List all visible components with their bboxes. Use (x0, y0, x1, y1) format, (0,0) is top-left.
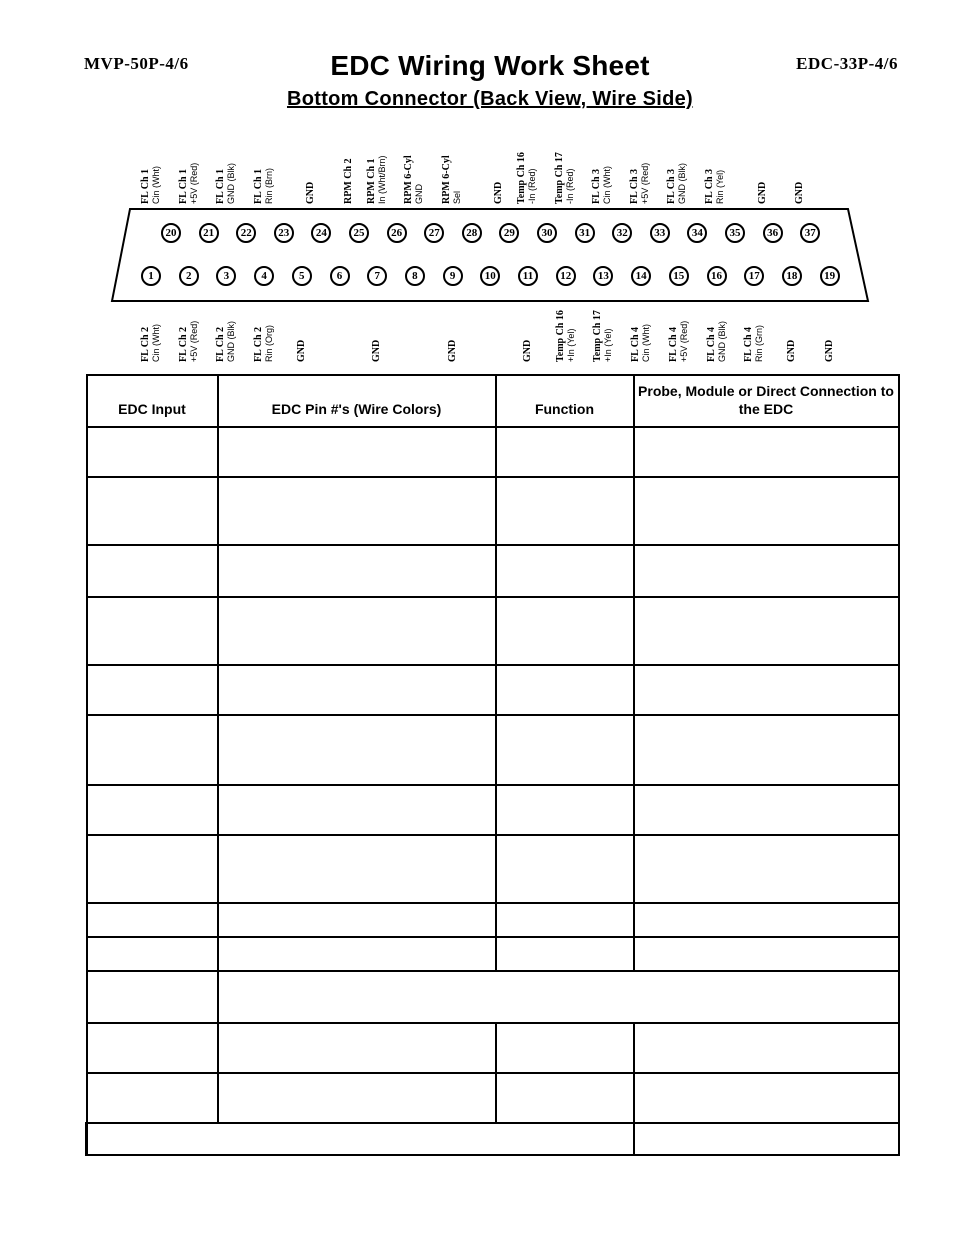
pin-label-name: GND (446, 339, 458, 362)
pin-label-3 (216, 321, 236, 362)
pin-16: 16 (707, 266, 727, 286)
pin-label-name: FL Ch 3 (628, 168, 640, 204)
table-row (87, 427, 899, 477)
pin-label-name: FL Ch 3 (591, 168, 603, 204)
pin-label-detail: GND (Blk) (677, 163, 688, 204)
pin-15: 15 (669, 266, 689, 286)
table-cell[interactable] (634, 427, 899, 477)
pin-18: 18 (782, 266, 802, 286)
right-model-code: EDC-33P-4/6 (796, 54, 898, 73)
pin-label-name: FL Ch 4 (705, 326, 717, 362)
pin-label-name: GND (305, 181, 317, 204)
pin-label-27 (404, 155, 424, 204)
pin-10: 10 (480, 266, 500, 286)
table-row (87, 785, 899, 835)
pin-label-7 (372, 340, 382, 362)
pin-label-37 (795, 182, 805, 204)
pin-label-detail: +5V (Red) (639, 162, 650, 204)
table-cell[interactable] (634, 785, 899, 835)
table-cell[interactable] (634, 665, 899, 715)
pin-27: 27 (424, 223, 444, 243)
table-row (87, 1023, 899, 1073)
table-cell-merged[interactable] (218, 971, 899, 1023)
pin-label-detail: -In (Red) (527, 168, 537, 204)
pin-label-14 (631, 324, 651, 362)
pin-label-5 (297, 340, 307, 362)
pin-label-detail: GND (Blk) (226, 321, 237, 362)
wiring-worksheet-table (85, 374, 900, 1156)
table-cell[interactable] (218, 785, 496, 835)
pin-4: 4 (254, 266, 274, 286)
pin-label-name: FL Ch 4 (743, 326, 755, 362)
pin-34: 34 (687, 223, 707, 243)
pin-label-30 (517, 152, 537, 204)
pin-label-detail: GND (Blk) (226, 163, 237, 204)
table-header-row (87, 375, 899, 427)
pin-8: 8 (405, 266, 425, 286)
pin-25: 25 (349, 223, 369, 243)
table-row (87, 971, 899, 1023)
pin-2: 2 (179, 266, 199, 286)
page-title: EDC Wiring Work Sheet (330, 50, 650, 81)
table-row (87, 545, 899, 597)
pin-26: 26 (387, 223, 407, 243)
table-cell[interactable] (496, 427, 634, 477)
pin-label-detail: Rin (Org) (264, 324, 275, 362)
pin-label-13 (593, 310, 613, 362)
table-cell[interactable] (634, 937, 899, 971)
table-cell[interactable] (496, 937, 634, 971)
pin-19: 19 (820, 266, 840, 286)
pin-label-detail: Cin (Wht) (151, 324, 161, 362)
pin-label-name: GND (756, 181, 768, 204)
table-cell[interactable] (634, 545, 899, 597)
pin-label-name: FL Ch 2 (215, 326, 227, 362)
pin-9: 9 (443, 266, 463, 286)
table-cell[interactable] (496, 597, 634, 665)
pin-label-12 (556, 310, 576, 362)
pin-12: 12 (556, 266, 576, 286)
table-row (87, 715, 899, 785)
pin-label-19 (825, 340, 835, 362)
pin-label-24 (306, 182, 316, 204)
pin-label-name: GND (295, 339, 307, 362)
pin-37: 37 (800, 223, 820, 243)
pin-label-25 (344, 158, 354, 204)
table-cell[interactable] (218, 427, 496, 477)
pin-label-32 (592, 166, 612, 204)
table-cell[interactable] (87, 835, 218, 903)
pin-32: 32 (612, 223, 632, 243)
col-header-edc-pins: EDC Pin #'s (Wire Colors) (218, 375, 496, 427)
pin-label-name: GND (371, 339, 383, 362)
pin-label-4 (254, 325, 274, 362)
table-cell[interactable] (496, 715, 634, 785)
table-cell[interactable] (634, 477, 899, 545)
pin-label-detail: +5V (Red) (188, 162, 199, 204)
pin-17: 17 (744, 266, 764, 286)
table-cell[interactable] (87, 785, 218, 835)
pin-label-detail: Cin (Wht) (641, 324, 652, 362)
pin-label-22 (216, 163, 236, 204)
table-cell[interactable] (218, 477, 496, 545)
table-cell[interactable] (218, 665, 496, 715)
pin-label-name: FL Ch 3 (704, 168, 715, 204)
pin-label-name: GND (522, 339, 533, 362)
table-cell[interactable] (634, 1023, 899, 1073)
table-cell[interactable] (87, 427, 218, 477)
table-cell[interactable] (496, 785, 634, 835)
pin-6: 6 (330, 266, 350, 286)
table-cell[interactable] (87, 903, 218, 937)
table-cell[interactable] (218, 937, 496, 971)
pin-label-name: GND (493, 181, 505, 204)
pin-1: 1 (141, 266, 161, 286)
table-cell[interactable] (218, 903, 496, 937)
pin-label-name: GND (823, 339, 835, 362)
pin-22: 22 (236, 223, 256, 243)
table-cell[interactable] (634, 835, 899, 903)
pin-14: 14 (631, 266, 651, 286)
pin-label-detail: +In (Yel) (565, 328, 576, 362)
pin-label-17 (744, 325, 764, 362)
pin-31: 31 (575, 223, 595, 243)
pin-label-9 (448, 340, 458, 362)
pin-label-34 (667, 163, 687, 204)
pin-label-name: Temp Ch 17 (592, 310, 604, 362)
table-cell[interactable] (634, 1123, 899, 1155)
pin-label-detail: GND (414, 184, 425, 204)
table-row (87, 903, 899, 937)
pin-label-29 (494, 182, 504, 204)
table-cell[interactable] (634, 1073, 899, 1123)
pin-label-name: FL Ch 1 (215, 168, 227, 204)
pin-33: 33 (650, 223, 670, 243)
table-cell[interactable] (496, 665, 634, 715)
pin-label-16 (707, 321, 727, 362)
pin-label-name: FL Ch 2 (177, 326, 189, 362)
table-cell[interactable] (218, 545, 496, 597)
pin-label-26 (367, 155, 387, 204)
pin-11: 11 (518, 266, 538, 286)
pin-label-18 (787, 340, 797, 362)
pin-label-detail: +In (Yel) (603, 328, 614, 362)
table-cell[interactable] (496, 545, 634, 597)
table-cell[interactable] (87, 937, 218, 971)
connector-diagram (110, 206, 870, 306)
table-cell[interactable] (87, 665, 218, 715)
pin-label-name: GND (794, 181, 806, 204)
pin-label-33 (630, 163, 650, 204)
pin-label-name: FL Ch 1 (252, 168, 264, 204)
table-row (87, 597, 899, 665)
pin-label-name: RPM Ch 1 (365, 158, 377, 204)
pin-label-name: FL Ch 2 (253, 326, 265, 362)
table-cell[interactable] (218, 835, 496, 903)
connector-outline (110, 206, 870, 306)
col-header-probe: Probe, Module or Direct Connection to the EDC (634, 375, 899, 427)
pin-28: 28 (462, 223, 482, 243)
table-cell[interactable] (218, 597, 496, 665)
pin-label-detail: Cin (Wht) (602, 166, 613, 204)
table-cell[interactable] (496, 835, 634, 903)
pin-21: 21 (199, 223, 219, 243)
pin-label-36 (758, 182, 768, 204)
table-cell[interactable] (87, 1073, 218, 1123)
pin-label-15 (669, 321, 689, 362)
pin-label-21 (179, 163, 199, 204)
pin-label-detail: Sel (451, 190, 462, 204)
pin-20: 20 (161, 223, 181, 243)
pin-23: 23 (274, 223, 294, 243)
pin-label-detail: +5V (Red) (188, 320, 199, 362)
pin-label-name: RPM 6-Cyl (440, 155, 452, 204)
pin-label-detail: Rin (Grn) (754, 324, 765, 362)
table-row (87, 937, 899, 971)
col-header-edc-input: EDC Input (87, 375, 218, 427)
pin-label-detail: +5V (Red) (678, 320, 689, 362)
pin-24: 24 (311, 223, 331, 243)
table-cell-merged[interactable] (87, 1123, 634, 1155)
pin-label-name: FL Ch 1 (140, 168, 151, 204)
pin-30: 30 (537, 223, 557, 243)
pin-label-detail: Cin (Wht) (151, 166, 161, 204)
table-cell[interactable] (218, 715, 496, 785)
table-cell[interactable] (634, 715, 899, 785)
pin-29: 29 (499, 223, 519, 243)
table-cell[interactable] (87, 597, 218, 665)
table-cell[interactable] (496, 477, 634, 545)
pin-label-name: RPM Ch 2 (343, 158, 354, 204)
table-row (87, 835, 899, 903)
table-row (87, 1123, 899, 1155)
table-cell[interactable] (87, 477, 218, 545)
pin-label-detail: GND (Blk) (716, 321, 727, 362)
pin-3: 3 (216, 266, 236, 286)
pin-label-name: GND (785, 339, 797, 362)
pin-5: 5 (292, 266, 312, 286)
pin-label-name: Temp Ch 16 (554, 310, 566, 362)
pin-label-name: RPM 6-Cyl (403, 155, 415, 204)
table-row (87, 665, 899, 715)
table-cell[interactable] (87, 1023, 218, 1073)
table-cell[interactable] (496, 1023, 634, 1073)
pin-label-20 (141, 166, 161, 204)
table-cell[interactable] (496, 1073, 634, 1123)
table-cell[interactable] (87, 715, 218, 785)
pin-label-name: FL Ch 4 (630, 326, 642, 362)
pin-label-name: FL Ch 3 (666, 168, 678, 204)
pin-label-28 (442, 155, 462, 204)
pin-label-name: FL Ch 1 (177, 168, 189, 204)
table-cell[interactable] (634, 597, 899, 665)
pin-label-detail: Rin (Brn) (263, 167, 274, 204)
table-cell[interactable] (634, 903, 899, 937)
pin-label-2 (179, 321, 199, 362)
page-subtitle: Bottom Connector (Back View, Wire Side) (286, 88, 694, 110)
table-cell[interactable] (218, 1023, 496, 1073)
table-cell[interactable] (87, 545, 218, 597)
pin-label-name: FL Ch 2 (140, 326, 151, 362)
pin-35: 35 (725, 223, 745, 243)
pin-label-31 (555, 152, 575, 204)
table-row (87, 1073, 899, 1123)
pin-label-detail: Rin (Yel) (715, 169, 725, 204)
pin-label-1 (141, 324, 161, 362)
pin-label-detail: In (Wht/Brn) (376, 155, 387, 204)
pin-label-name: FL Ch 4 (667, 326, 679, 362)
pin-label-detail: -In (Red) (564, 168, 575, 204)
pin-label-name: Temp Ch 16 (516, 152, 527, 204)
table-row (87, 477, 899, 545)
pin-36: 36 (763, 223, 783, 243)
pin-7: 7 (367, 266, 387, 286)
col-header-function: Function (496, 375, 634, 427)
pin-label-11 (523, 340, 533, 362)
pin-13: 13 (593, 266, 613, 286)
left-model-code: MVP-50P-4/6 (84, 54, 189, 73)
table-cell[interactable] (218, 1073, 496, 1123)
pin-label-35 (705, 169, 725, 204)
pin-label-23 (254, 168, 274, 204)
table-cell[interactable] (496, 903, 634, 937)
table-cell[interactable] (87, 971, 218, 1023)
pin-label-name: Temp Ch 17 (553, 152, 565, 204)
